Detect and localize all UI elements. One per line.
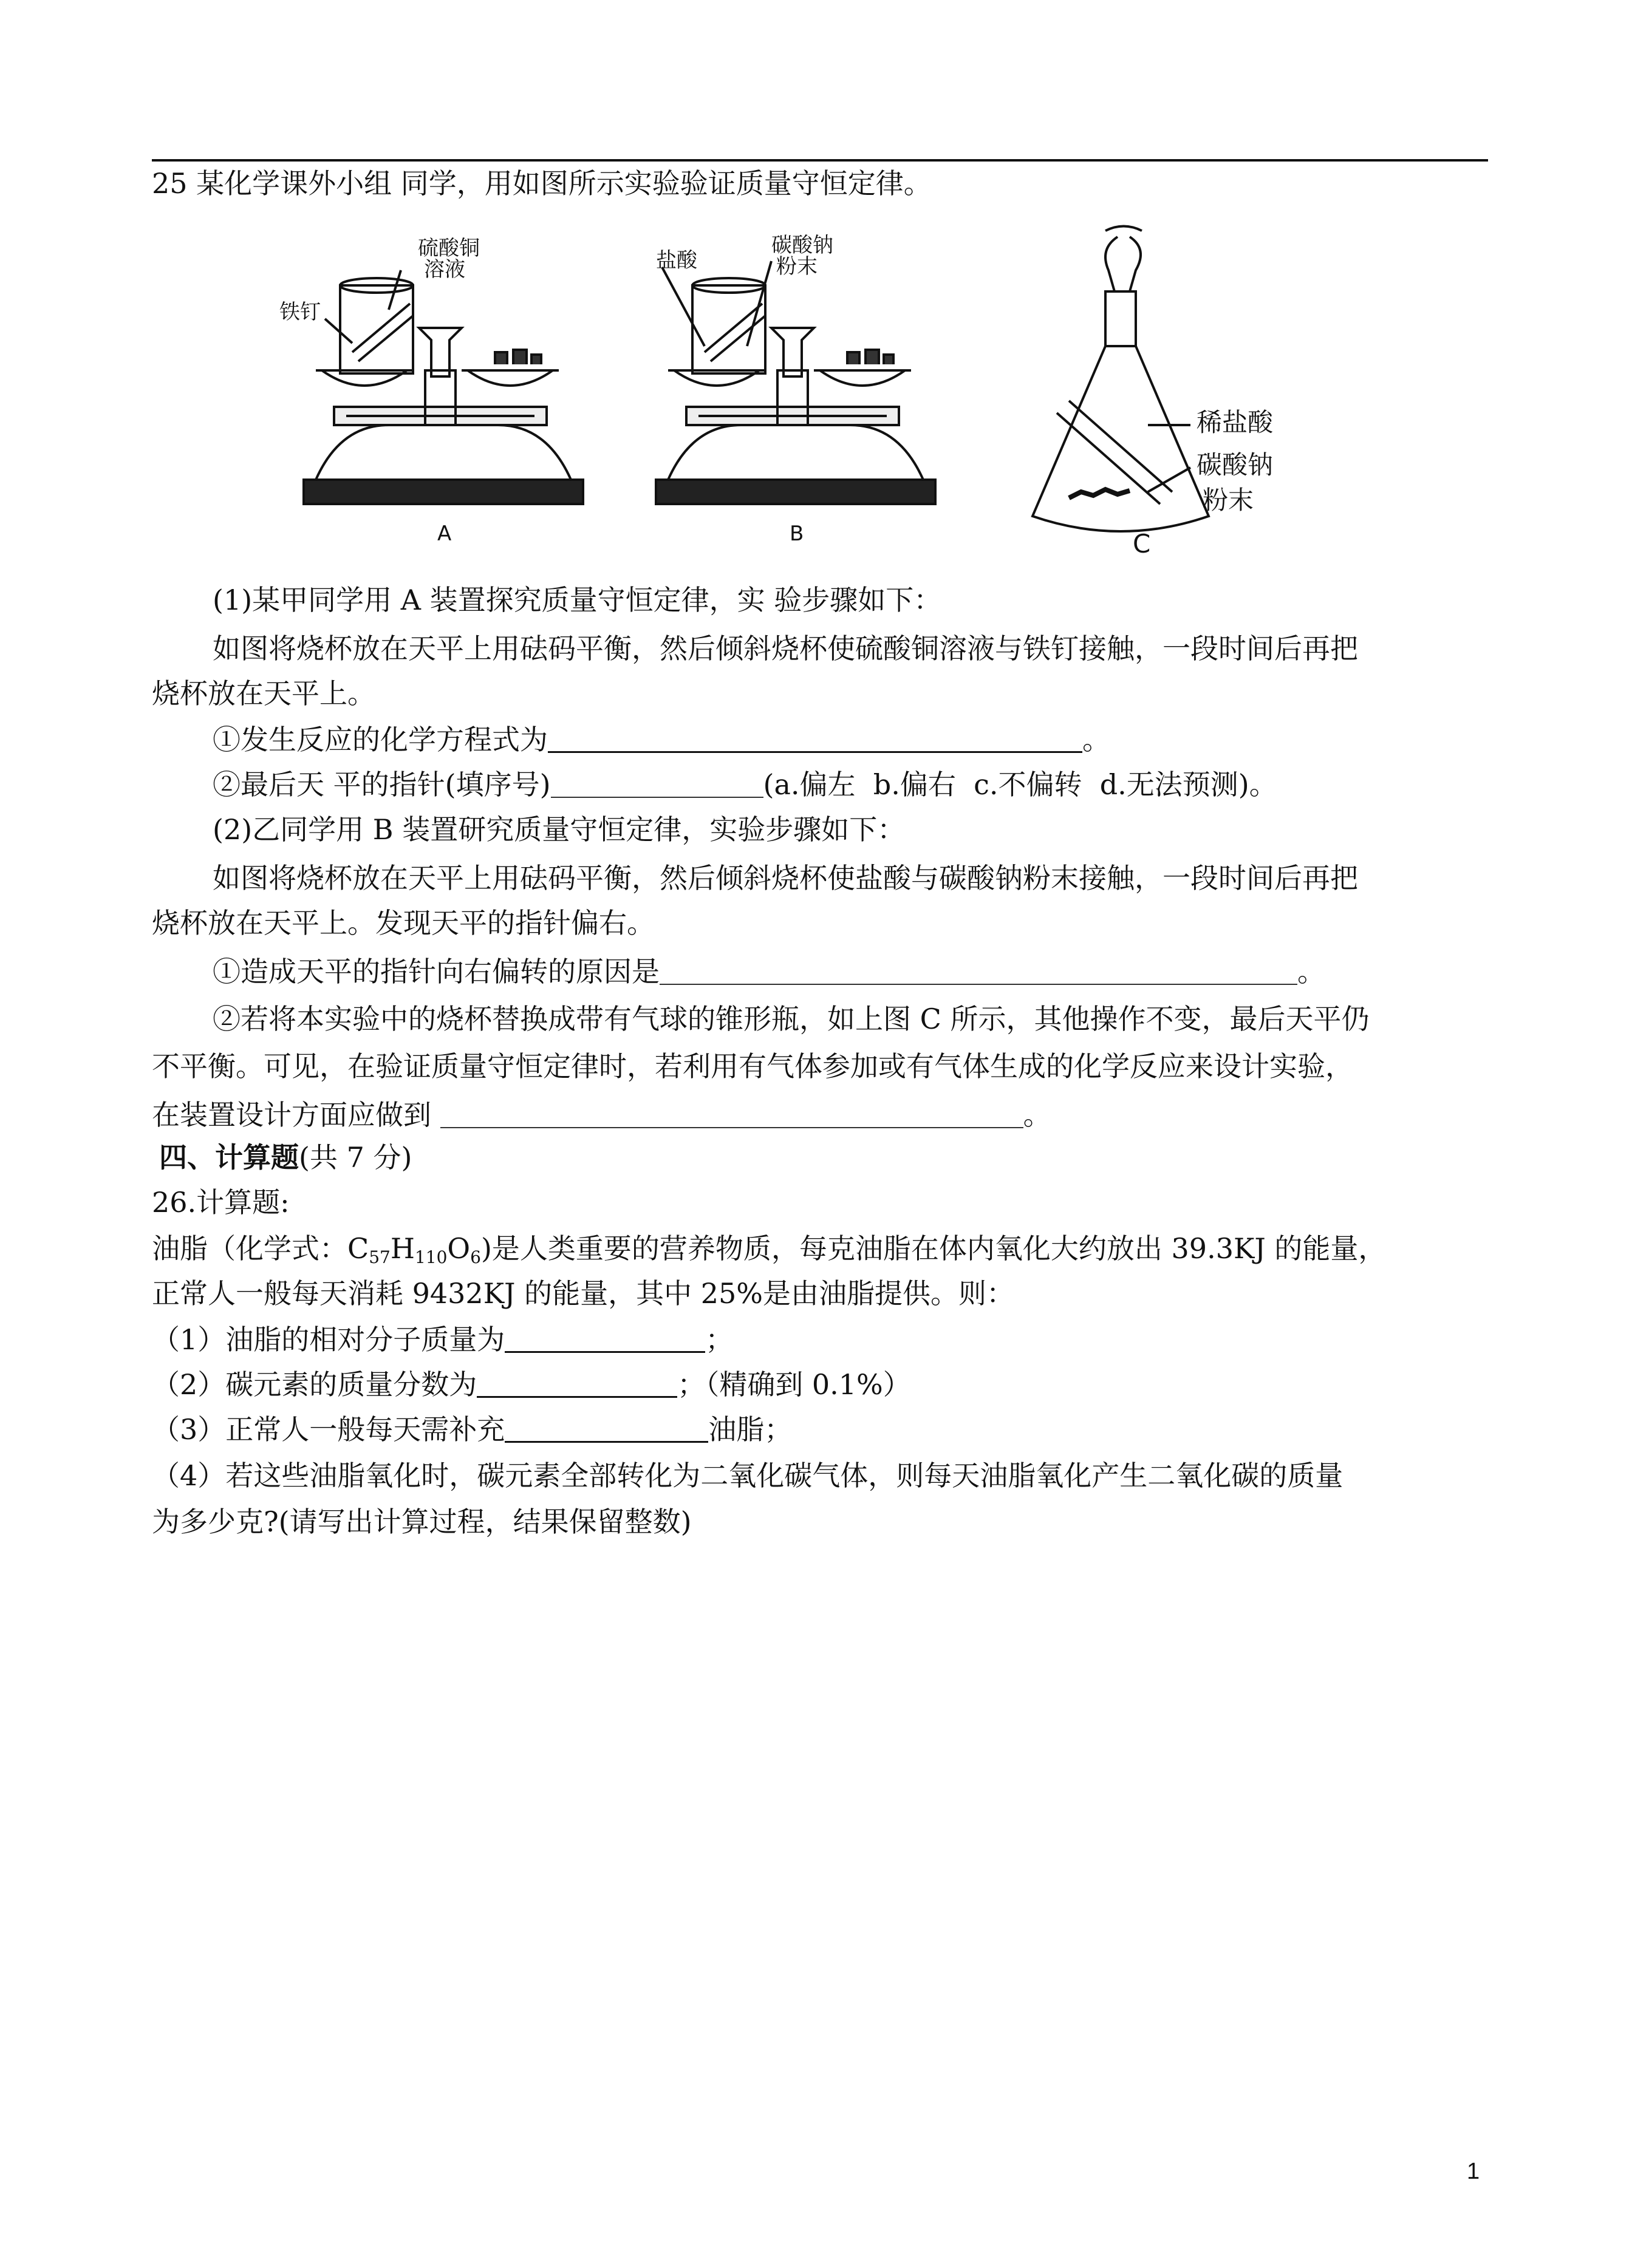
q25-part1-q2 [213,766,1277,803]
q26-formula-suffix: )是人类重要的营养物质，每克油脂在体内氧化大约放出 39.3KJ 的能量， [480,1232,1387,1265]
answer-blank-fat-amount[interactable] [505,1415,708,1443]
q25-part2-q2-c [152,1097,1051,1133]
fig-c-label-powder: 粉末 [1203,485,1254,515]
q25-part2-q2-a: ②若将本实验中的烧杯替换成带有气球的锥形瓶，如上图 C 所示，其他操作不变，最后天平仍 [213,1003,1370,1035]
experiment-figure [267,225,1312,571]
fig-c-label-sodium-carbonate: 碳酸钠 [1197,450,1274,480]
q25-part2-intro: (2)乙同学用 B 装置研究质量守恒定律，实验步骤如下： [213,813,906,846]
q26-o: O [447,1232,471,1265]
balance-a [304,270,583,504]
q25-part2-desc-a: 如图将烧杯放在天平上用砝码平衡，然后倾斜烧杯使盐酸与碳酸钠粉末接触，一段时间后再把 [213,862,1358,894]
q26-sub3 [152,1411,792,1448]
fig-c-label-dilute-hcl: 稀盐酸 [1197,407,1274,437]
flask-c [1033,226,1209,532]
q26-sub4-b: 为多少克?(请写出计算过程，结果保留整数) [152,1505,692,1538]
q26-sub-h: 110 [414,1247,448,1267]
answer-blank-pointer[interactable] [551,771,763,798]
page-number: 1 [1467,2159,1480,2184]
q25-part2-q1-end: 。 [1297,955,1325,988]
q26-sub2 [152,1366,911,1403]
q26-sub1-text: （1）油脂的相对分子质量为 [152,1323,505,1356]
q25-part1-q1-text: ①发生反应的化学方程式为 [213,723,548,756]
fig-a-caption: A [437,522,452,546]
fig-b-label-sodium-carbonate-1: 碳酸钠 [771,233,833,257]
fig-a-label-copper-sulfate-2: 溶液 [424,257,465,282]
q25-part1-q1-end: 。 [1082,723,1110,756]
q26-title: 26.计算题: [152,1186,290,1219]
q25-part1-q2-options: (a.偏左 b.偏右 c.不偏转 d.无法预测)。 [763,768,1277,801]
q25-part1-q1 [213,721,1110,758]
q25-part1-desc-a: 如图将烧杯放在天平上用砝码平衡，然后倾斜烧杯使硫酸铜溶液与铁钉接触，一段时间后再把 [213,632,1358,665]
q26-sub1-end: ； [705,1323,734,1356]
fig-c-caption: C [1133,529,1151,559]
balance-b [656,261,935,504]
q26-sub4-a: （4）若这些油脂氧化时，碳元素全部转化为二氧化碳气体，则每天油脂氧化产生二氧化碳的质量 [152,1459,1343,1492]
q25-part2-q1 [213,953,1325,990]
q26-line2: 正常人一般每天消耗 9432KJ 的能量，其中 25%是由油脂提供。则： [152,1277,1014,1310]
q25-part2-q2-end: 。 [1023,1098,1051,1131]
section4-heading [159,1139,412,1176]
section4-score: (共 7 分) [299,1141,412,1174]
fig-b-caption: B [790,522,804,546]
q25-part2-desc-b: 烧杯放在天平上。发现天平的指针偏右。 [152,907,655,939]
q26-sub2-text: （2）碳元素的质量分数为 [152,1368,477,1401]
fig-b-label-sodium-carbonate-2: 粉末 [776,254,818,279]
q25-title: 25 某化学课外小组 同学，用如图所示实验验证质量守恒定律。 [152,167,932,200]
q25-part1-desc-b: 烧杯放在天平上。 [152,677,375,710]
top-rule [152,159,1488,162]
fig-a-label-iron-nail: 铁钉 [279,300,321,324]
q25-part2-q2-b: 不平衡。可见，在验证质量守恒定律时，若利用有气体参加或有气体生成的化学反应来设计实验， [152,1050,1353,1083]
answer-blank-molar-mass[interactable] [505,1326,705,1353]
q26-formula-prefix: 油脂（化学式：C [152,1232,369,1265]
q26-formula-line [152,1230,1386,1267]
q25-part1-intro: (1)某甲同学用 A 装置探究质量守恒定律，实 验步骤如下： [213,584,942,616]
q26-sub-c: 57 [369,1247,391,1267]
q25-part1-q2-text: ②最后天 平的指针(填序号) [213,768,551,801]
answer-blank-carbon-fraction[interactable] [477,1371,677,1398]
fig-a-label-copper-sulfate-1: 硫酸铜 [418,236,480,261]
answer-blank-equation[interactable] [548,726,1082,753]
q25-part2-q1-text: ①造成天平的指针向右偏转的原因是 [213,955,660,988]
fig-b-label-hcl: 盐酸 [656,248,697,273]
q26-sub2-end: ；（精确到 0.1%） [677,1368,911,1401]
q26-sub1 [152,1321,733,1358]
answer-blank-reason[interactable] [660,958,1297,985]
q26-sub3-text: （3）正常人一般每天需补充 [152,1413,505,1446]
answer-blank-design[interactable] [440,1102,1023,1128]
q25-part2-q2-c-text: 在装置设计方面应做到 [152,1098,440,1131]
q26-h: H [390,1232,415,1265]
section4-title: 四、计算题 [159,1141,299,1174]
q26-sub3-end: 油脂； [708,1413,793,1446]
q26-sub-o: 6 [470,1247,481,1267]
